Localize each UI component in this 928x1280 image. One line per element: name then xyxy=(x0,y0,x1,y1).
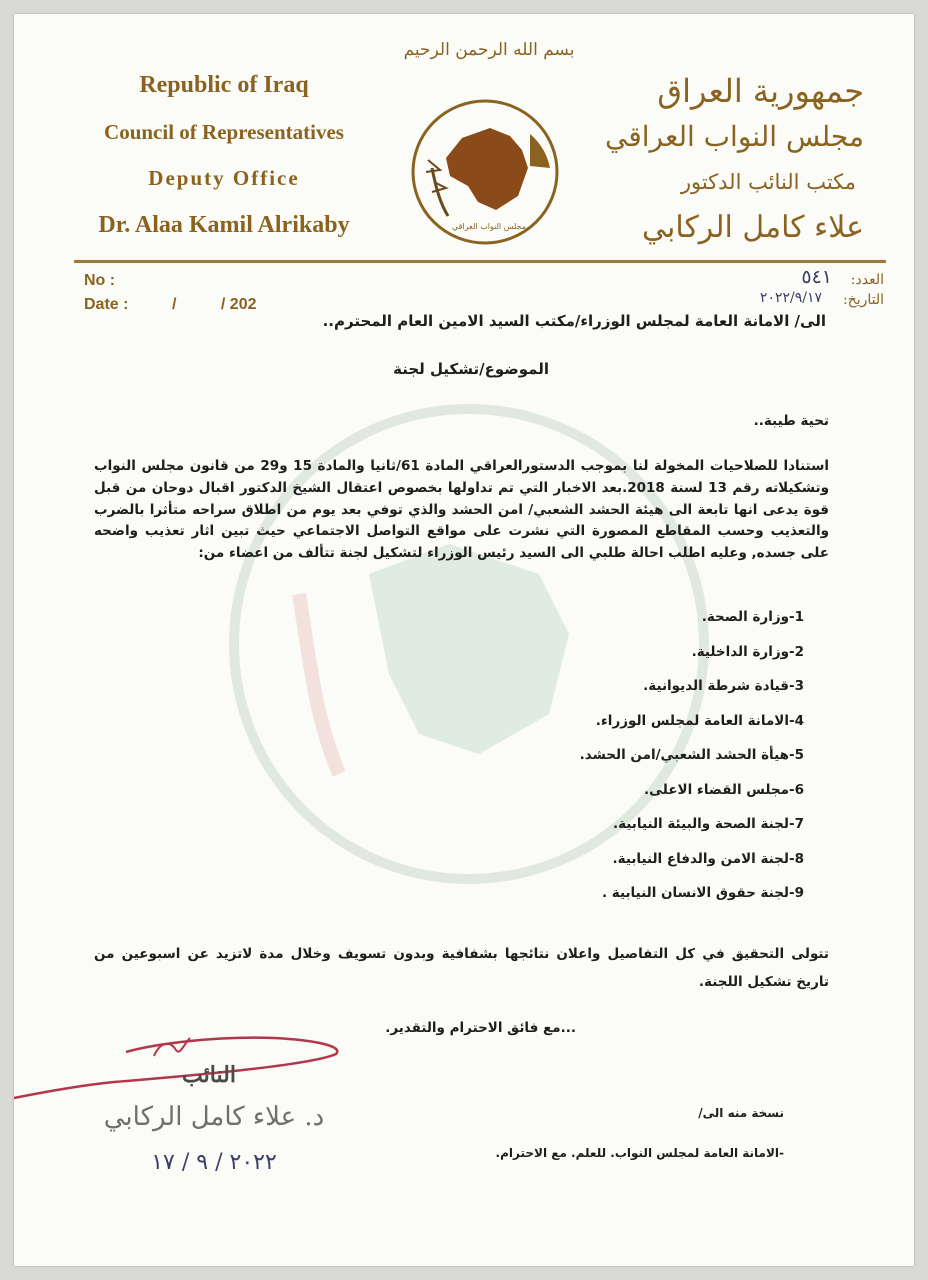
header-en-council: Council of Representatives xyxy=(104,120,344,144)
recipient-line: الى/ الامانة العامة لمجلس الوزراء/مكتب السيد الامين العام المحترم.. xyxy=(322,312,826,330)
list-item: 1-وزارة الصحة. xyxy=(701,609,804,625)
header-ar-name: علاء كامل الركابي xyxy=(642,210,864,245)
regards-line: ...مع فائق الاحترام والتقدير. xyxy=(385,1020,576,1036)
ar-no-label: العدد: xyxy=(850,272,884,288)
subject-line: الموضوع/تشكيل لجنة xyxy=(393,360,549,378)
body-paragraph: استنادا للصلاحيات المخولة لنا بموجب الدستورالعراقي المادة 61/ثانيا والمادة 15 و29 من قانون مجلس النواب وتشكيلاته رقم 13 لسنة 2018.بعد الاخبار التي تم تداولها بخصوص اعتقال الشيخ الدكتور اقبال دوحان من قبل قوة يدعى انها تابعة الى هيئة الحشد الشعبي/ امن الحشد والذي توفي بعد يوم من اطلاق سراحه متأثرا بالضرب والتعذيب وحسب المقاطع المصورة التي نشرت على مواقع التواصل الاجتماعي حيث تبين اثار تعذيب واضحه على جسده, وعليه اطلب احالة طلبي الى السيد رئيس الوزراء لتشكيل لجنة تتألف من اعضاء من: xyxy=(94,458,829,562)
date-placeholder: / / 202 xyxy=(172,296,257,313)
list-item: 7-لجنة الصحة والبيئة النيابية. xyxy=(612,816,804,832)
ar-date-label: التاريخ: xyxy=(842,292,884,308)
letter-sheet xyxy=(14,14,914,1266)
greeting: تحية طيبة.. xyxy=(753,413,829,429)
signature-date: ٢٠٢٢ / ٩ / ١٧ xyxy=(151,1150,277,1175)
header-ar-country: جمهورية العراق xyxy=(657,72,864,110)
header-en-name: Dr. Alaa Kamil Alrikaby xyxy=(98,212,350,238)
header-ar-office: مكتب النائب الدكتور xyxy=(680,170,856,194)
list-item: 8-لجنة الامن والدفاع النيابية. xyxy=(612,850,804,867)
copy-to-label: نسخة منه الى/ xyxy=(698,1106,784,1120)
list-item: 4-الامانة العامة لمجلس الوزراء. xyxy=(595,712,804,729)
no-label: No : xyxy=(84,272,116,289)
signature-name-stamp: د. علاء كامل الركابي xyxy=(103,1102,325,1132)
committee-members-list xyxy=(384,609,804,920)
ar-no-value: ٥٤١ xyxy=(801,266,832,288)
list-item: 2-وزارة الداخلية. xyxy=(691,643,804,660)
list-item: 3-قيادة شرطة الديوانية. xyxy=(643,678,804,694)
list-item: 9-لجنة حقوق الانسان النيابية . xyxy=(601,885,804,901)
ar-date-value: ٢٠٢٢/٩/١٧ xyxy=(759,290,822,306)
header-en-country: Republic of Iraq xyxy=(139,72,309,98)
closing-paragraph: تتولى التحقيق في كل التفاصيل واعلان نتائجها بشفافية وبدون تسويف وخلال مدة لاتزيد عن اسبوعين من تاريخ تشكيل اللجنة. xyxy=(94,946,829,990)
header-divider xyxy=(74,260,886,263)
list-item: 5-هيأة الحشد الشعبي/امن الحشد. xyxy=(579,747,804,763)
copy-to-line: -الامانة العامة لمجلس النواب. للعلم. مع الاحترام. xyxy=(495,1146,784,1160)
basmala: بسم الله الرحمن الرحيم xyxy=(403,40,575,60)
signature-title: النائب xyxy=(182,1062,236,1088)
list-item: 6-مجلس القضاء الاعلى. xyxy=(644,781,804,798)
header-ar-council: مجلس النواب العراقي xyxy=(605,120,864,153)
date-label: Date : xyxy=(84,296,129,313)
header-en-office: Deputy Office xyxy=(148,166,300,190)
emblem-caption: مجلس النواب العراقي xyxy=(452,222,526,231)
